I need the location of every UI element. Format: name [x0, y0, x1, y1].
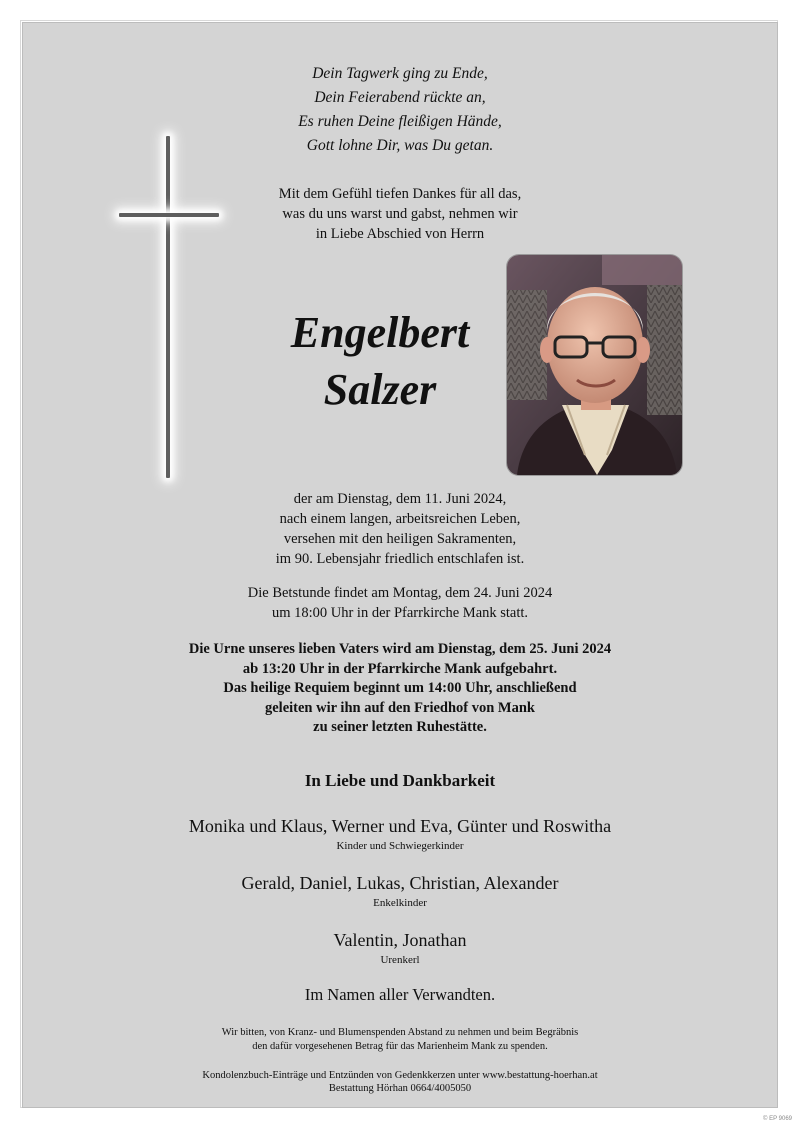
funeral-details	[120, 640, 680, 738]
death-notice	[200, 489, 600, 569]
poem	[250, 62, 550, 158]
funeral-line: geleiten wir ihn auf den Friedhof von Mank	[264, 699, 535, 716]
family-role: Urenkerl	[380, 954, 420, 966]
prayer-line: Die Betstunde findet am Montag, dem 24. Juni 2024	[247, 585, 553, 601]
intro-line: was du uns warst und gabst, nehmen wir	[282, 206, 518, 222]
prayer-hour-notice	[200, 583, 600, 623]
gratitude-heading: In Liebe und Dankbarkeit	[304, 771, 496, 790]
deceased-name	[260, 304, 500, 418]
poem-line: Dein Tagwerk ging zu Ende,	[312, 65, 488, 82]
portrait-photo	[507, 255, 682, 475]
intro-line: in Liebe Abschied von Herrn	[315, 226, 485, 242]
undertaker-info	[150, 1069, 650, 1095]
funeral-line: Die Urne unseres lieben Vaters wird am Dienstag, dem 25. Juni 2024	[188, 641, 612, 657]
relatives-line: Im Namen aller Verwandten.	[304, 985, 496, 1004]
cross-icon-vertical	[166, 136, 170, 478]
first-name: Engelbert	[290, 308, 470, 357]
family-list	[100, 814, 700, 985]
family-names: Valentin, Jonathan	[333, 930, 467, 950]
family-role: Kinder und Schwiegerkinder	[336, 840, 464, 852]
donation-line: Wir bitten, von Kranz- und Blumenspenden Abstand zu nehmen und beim Begräbnis	[221, 1027, 579, 1038]
copyright-mark: © EP 9069	[763, 1116, 792, 1122]
notice-line: versehen mit den heiligen Sakramenten,	[283, 531, 517, 547]
poem-line: Es ruhen Deine fleißigen Hände,	[298, 113, 502, 130]
family-role: Enkelkinder	[373, 897, 427, 909]
prayer-line: um 18:00 Uhr in der Pfarrkirche Mank statt.	[271, 605, 529, 621]
donation-line: den dafür vorgesehenen Betrag für das Marienheim Mank zu spenden.	[252, 1040, 548, 1052]
undertaker-line: Kondolenzbuch-Einträge und Entzünden von Gedenkkerzen unter www.bestattung-hoerhan.at	[202, 1070, 598, 1081]
intro-text	[240, 184, 560, 244]
notice-line: der am Dienstag, dem 11. Juni 2024,	[293, 491, 507, 507]
notice-line: im 90. Lebensjahr friedlich entschlafen ist.	[275, 551, 525, 567]
poem-line: Gott lohne Dir, was Du getan.	[306, 137, 494, 154]
donation-request	[150, 1026, 650, 1053]
funeral-line: Das heilige Requiem beginnt um 14:00 Uhr, anschließend	[223, 680, 577, 696]
cross-icon-horizontal	[119, 213, 219, 217]
last-name: Salzer	[323, 365, 437, 414]
undertaker-line: Bestattung Hörhan 0664/4005050	[328, 1083, 472, 1094]
notice-line: nach einem langen, arbeitsreichen Leben,	[279, 511, 521, 527]
portrait-photo-icon	[507, 255, 682, 475]
family-names: Monika und Klaus, Werner und Eva, Günter und Roswitha	[188, 816, 612, 836]
intro-line: Mit dem Gefühl tiefen Dankes für all das,	[278, 186, 522, 202]
funeral-line: ab 13:20 Uhr in der Pfarrkirche Mank aufgebahrt.	[242, 660, 558, 677]
funeral-line: zu seiner letzten Ruhestätte.	[313, 719, 487, 735]
family-names: Gerald, Daniel, Lukas, Christian, Alexander	[241, 873, 559, 893]
poem-line: Dein Feierabend rückte an,	[314, 89, 486, 106]
